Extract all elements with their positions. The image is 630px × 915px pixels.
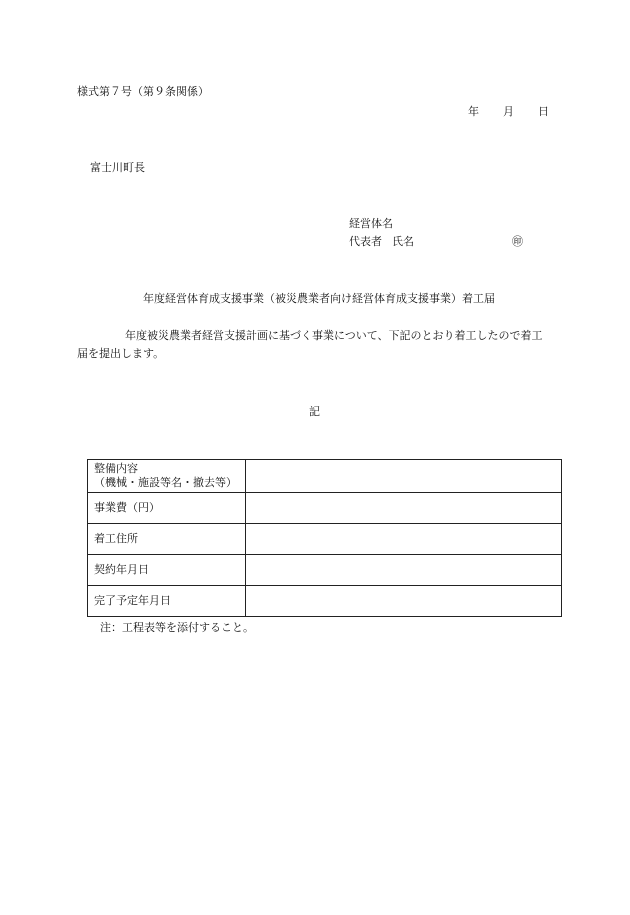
document-title: 年度経営体育成支援事業（被災農業者向け経営体育成支援事業）着工届 [143, 292, 495, 305]
table-row [88, 460, 562, 493]
form-number: 様式第７号（第９条関係） [77, 85, 209, 98]
contract-date-label: 契約年月日 [88, 555, 246, 586]
construction-address-value[interactable] [246, 524, 562, 555]
completion-date-label: 完了予定年月日 [88, 586, 246, 617]
applicant-representative [349, 234, 414, 249]
details-table [87, 459, 562, 617]
project-cost-label: 事業費（円） [88, 493, 246, 524]
date-day: 日 [538, 105, 549, 118]
project-cost-value[interactable] [246, 493, 562, 524]
row-label-work-content [88, 460, 246, 493]
table-row [88, 586, 562, 617]
name-label: 氏名 [392, 235, 414, 248]
date-year: 年 [468, 105, 479, 118]
attachment-note: 注：工程表等を添付すること。 [100, 621, 254, 634]
completion-date-value[interactable] [246, 586, 562, 617]
seal-mark: ㊞ [512, 235, 523, 248]
construction-address-label: 着工住所 [88, 524, 246, 555]
contract-date-value[interactable] [246, 555, 562, 586]
representative-label: 代表者 [349, 235, 382, 248]
body-text: 年度被災農業者経営支援計画に基づく事業について、下記のとおり着工したので着工届を提出します。 [77, 329, 543, 360]
work-content-sublabel: （機械・施設等名・撤去等） [94, 476, 237, 489]
date-line [468, 104, 549, 119]
date-month: 月 [503, 105, 514, 118]
work-content-value[interactable] [246, 460, 562, 493]
table-row [88, 493, 562, 524]
table-row [88, 524, 562, 555]
ki-heading: 記 [309, 405, 320, 418]
addressee: 富士川町長 [90, 161, 145, 174]
work-content-label: 整備内容 [94, 461, 138, 475]
applicant-entity-label: 経営体名 [349, 217, 393, 230]
table-row [88, 555, 562, 586]
